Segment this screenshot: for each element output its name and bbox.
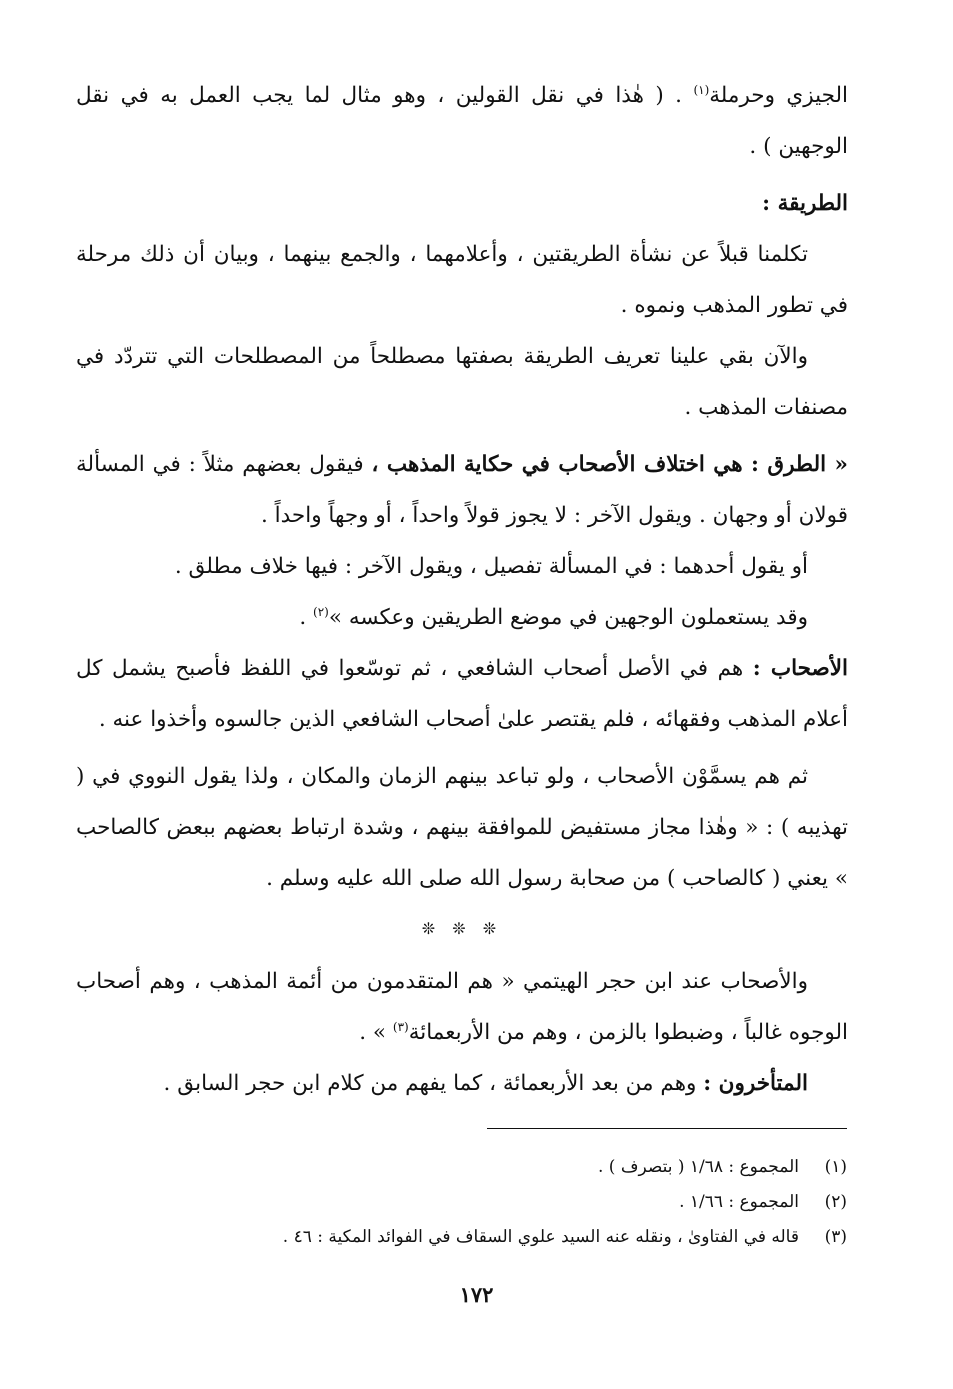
footnote-ref-2[interactable]: (٢)	[313, 604, 329, 619]
footnote-number: (١)	[824, 1157, 847, 1177]
footnote-ref-3[interactable]: (٣)	[392, 1019, 409, 1034]
footnote-text: المجموع : ١/٦٦ .	[679, 1192, 799, 1212]
footnote-number: (٣)	[824, 1227, 847, 1247]
page-number: ١٧٢	[459, 1282, 494, 1307]
footnote-text: قاله في الفتاوىٰ ، ونقله عنه السيد علوي السقاف في الفوائد المكية : ٤٦ .	[282, 1227, 799, 1247]
paragraph-1: الجيزي وحرملة$^{(١)}$ . ( هٰذا في نقل القولين ، وهو مثال لما يجب العمل به في نقل الوجهين ) .	[76, 82, 848, 159]
main-text	[76, 70, 848, 1109]
paragraph-3: تكلمنا قبلاً عن نشأة الطريقتين ، وأعلامهما ، والجمع بينهما ، وبيان أن ذلك مرحلة في تطور المذهب ونموه .	[76, 242, 848, 318]
paragraph-mutaakhirun: المتأخرون : وهم من بعد الأربعمائة ، كما يفهم من كلام ابن حجر السابق .	[163, 1071, 808, 1096]
paragraph-ashab: الأصحاب : هم في الأصل أصحاب الشافعي ، ثم توسّعوا في اللفظ فأصبح يشمل كل أعلام المذهب وفقهائه ، فلم يقتصر علىٰ أصحاب الشافعي الذين جالسوه وأخذوا عنه .	[76, 656, 848, 732]
footnote-3	[147, 1220, 847, 1255]
footnote-1	[147, 1150, 847, 1185]
footnote-divider	[487, 1128, 847, 1129]
paragraph-4: والآن بقي علينا تعريف الطريقة بصفتها مصطلحاً من المصطلحات التي تتردّد في مصنفات المذهب .	[76, 344, 848, 420]
footnote-2	[147, 1185, 847, 1220]
paragraph-9: ثم هم يسمَّوْن الأصحاب ، ولو تباعد بينهم الزمان والمكان ، ولذا يقول النووي في ( تهذيبه ) : « وهٰذا مجاز مستفيض للموافقة بينهم ، وشدة ارتباط بعضهم ببعض كالصاحب » يعني ( كالصاحب ) من صحابة رسول الله صلى الله عليه وسلم .	[76, 764, 848, 891]
footnote-number: (٢)	[824, 1192, 847, 1212]
footnote-ref-1[interactable]: (١)	[693, 82, 710, 97]
footnotes	[147, 1150, 847, 1255]
paragraph-6: أو يقول أحدهما : في المسألة تفصيل ، ويقول الآخر : فيها خلاف مطلق .	[174, 554, 808, 579]
heading-tariqa: الطريقة :	[762, 191, 848, 216]
paragraph-definition: « الطرق : هي اختلاف الأصحاب في حكاية المذهب ، فيقول بعضهم مثلاً : في المسألة قولان أو وجهان . ويقول الآخر : لا يجوز قولاً واحداً ، أو وجهاً واحداً .	[76, 452, 848, 528]
paragraph-10: والأصحاب عند ابن حجر الهيتمي « هم المتقدمون من أئمة المذهب ، وهم أصحاب الوجوه غالباً ، وضبطوا بالزمن ، وهم من الأربعمائة$^{(٣)}$ » .	[76, 969, 848, 1045]
paragraph-7: وقد يستعملون الوجهين في موضع الطريقين وعكسه »$^{(٢)}$ .	[299, 604, 808, 630]
footnote-text: المجموع : ١/٦٨ ( بتصرف ) .	[597, 1157, 799, 1177]
section-separator: ❊ ❊ ❊	[421, 919, 503, 938]
